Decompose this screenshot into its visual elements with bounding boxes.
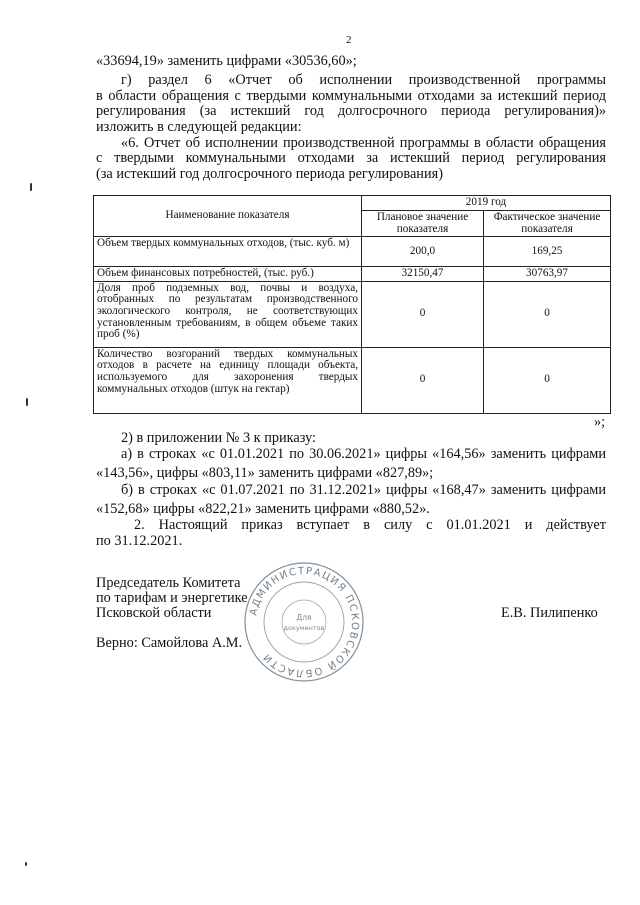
table-row bbox=[94, 347, 611, 413]
text-line: 2) в приложении № 3 к приказу: bbox=[121, 430, 317, 446]
scan-mark bbox=[25, 862, 27, 866]
text-line: 2. Настоящий приказ вступает в силу с 01.01.2021 и действует bbox=[134, 517, 606, 533]
row-plan: 32150,47 bbox=[362, 267, 484, 282]
certified-copy-note: Верно: Самойлова А.М. bbox=[96, 635, 243, 651]
stamp-center-text: Для bbox=[296, 613, 312, 622]
text-line: б) в строках «с 01.07.2021 по 31.12.2021» цифры «168,47» заменить цифрами bbox=[121, 482, 606, 498]
text-line: «6. Отчет об исполнении производственной программы в области обращения bbox=[121, 135, 606, 151]
signature-title-line: по тарифам и энергетике bbox=[96, 590, 248, 606]
page-number: 2 bbox=[346, 34, 352, 46]
table-row bbox=[94, 281, 611, 347]
signatory-name: Е.В. Пилипенко bbox=[501, 605, 598, 621]
scan-mark bbox=[26, 398, 28, 406]
row-fact: 0 bbox=[484, 347, 611, 413]
svg-text:АДМИНИСТРАЦИЯ ПСКОВСКОЙ ОБЛАСТ bbox=[248, 566, 360, 678]
text-line: (за истекший год долгосрочного периода регулирования) bbox=[96, 166, 443, 182]
text-line: регулирования (за истекший год долгосрочного периода регулирования)» bbox=[96, 103, 606, 119]
signature-title-line: Псковской области bbox=[96, 605, 212, 621]
row-name: Доля проб подземных вод, почвы и воздуха, отобранных по результатам производственного экологического контроля, не соответствующих установленным требованиям, в общем объеме таких проб (%) bbox=[94, 281, 362, 347]
row-fact: 30763,97 bbox=[484, 267, 611, 282]
row-plan: 200,0 bbox=[362, 237, 484, 267]
text-line: изложить в следующей редакции: bbox=[96, 119, 302, 135]
text-line: по 31.12.2021. bbox=[96, 533, 183, 549]
row-plan: 0 bbox=[362, 281, 484, 347]
signature-title-line: Председатель Комитета bbox=[96, 575, 241, 591]
official-stamp bbox=[242, 560, 366, 684]
header-fact: Фактическое значение показателя bbox=[484, 211, 611, 237]
text-line: г) раздел 6 «Отчет об исполнении производственной программы bbox=[121, 72, 606, 88]
table-header-row bbox=[94, 196, 611, 211]
scan-mark bbox=[30, 183, 32, 191]
row-name: Количество возгораний твердых коммунальных отходов в расчете на единицу площади объекта, используемого для захоронения твердых коммунальных отходов (штук на гектар) bbox=[94, 347, 362, 413]
stamp-ring-text: АДМИНИСТРАЦИЯ ПСКОВСКОЙ ОБЛАСТИ bbox=[248, 565, 361, 679]
text-line: в области обращения с твердыми коммунальными отходами за истекший период bbox=[96, 88, 606, 104]
row-name: Объем твердых коммунальных отходов, (тыс. куб. м) bbox=[94, 237, 362, 267]
header-plan: Плановое значение показателя bbox=[362, 211, 484, 237]
text-line: «33694,19» заменить цифрами «30536,60»; bbox=[96, 53, 357, 69]
text-line: а) в строках «с 01.01.2021 по 30.06.2021» цифры «164,56» заменить цифрами bbox=[121, 446, 606, 462]
row-name: Объем финансовых потребностей, (тыс. руб.) bbox=[94, 267, 362, 282]
text-line: «152,68» цифры «822,21» заменить цифрами «880,52». bbox=[96, 501, 430, 517]
indicators-table bbox=[93, 195, 611, 414]
row-fact: 169,25 bbox=[484, 237, 611, 267]
header-year: 2019 год bbox=[362, 196, 611, 211]
table-row bbox=[94, 237, 611, 267]
text-line: «143,56», цифры «803,11» заменить цифрами «827,89»; bbox=[96, 465, 434, 481]
table-row bbox=[94, 267, 611, 282]
stamp-center-text: документов bbox=[283, 624, 325, 632]
row-fact: 0 bbox=[484, 281, 611, 347]
closing-quote: »; bbox=[594, 414, 606, 430]
text-line: с твердыми коммунальными отходами за истекший период регулирования bbox=[96, 150, 606, 166]
header-indicator-name: Наименование показателя bbox=[94, 196, 362, 237]
row-plan: 0 bbox=[362, 347, 484, 413]
